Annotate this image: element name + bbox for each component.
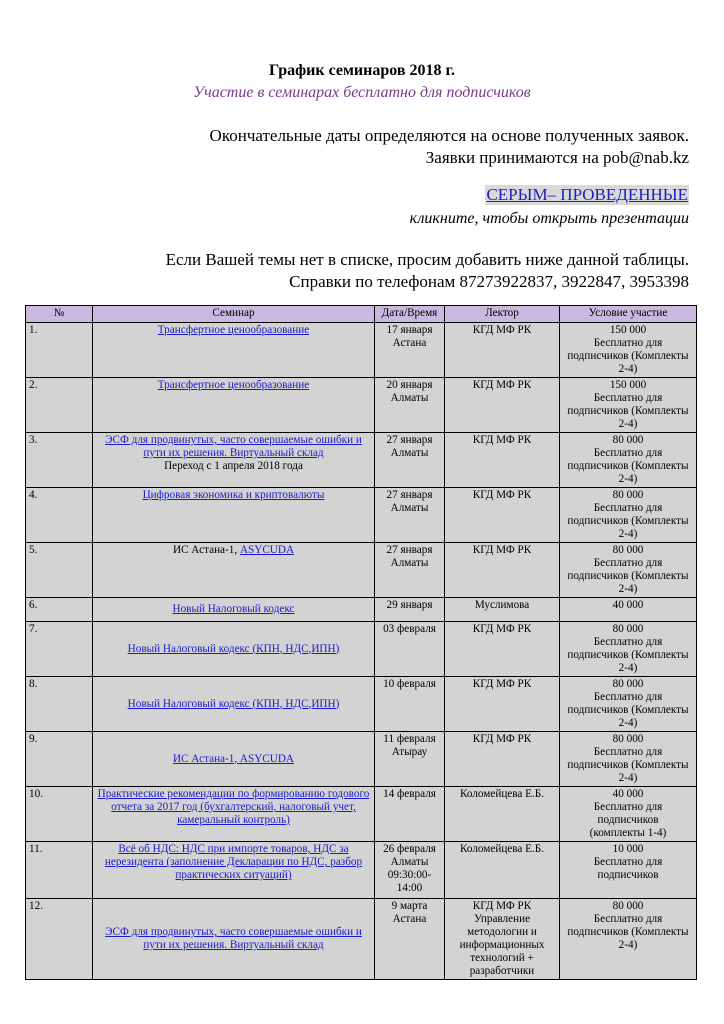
page-subtitle: Участие в семинарах бесплатно для подписчиков: [193, 84, 531, 101]
header-condition: Условие участие: [560, 306, 697, 323]
date-cell: 20 января Алматы: [375, 378, 445, 433]
seminar-table: [25, 305, 697, 980]
condition-cell: 80 000 Бесплатно для подписчиков (Комплекты 2-4): [560, 899, 697, 980]
row-number: 4.: [26, 488, 93, 543]
header-date: Дата/Время: [375, 306, 445, 323]
lecturer-cell: Коломейцева Е.Б.: [445, 842, 560, 899]
seminar-note: Переход с 1 апреля 2018 года: [164, 460, 303, 472]
condition-cell: 80 000 Бесплатно для подписчиков (Комплекты 2-4): [560, 677, 697, 732]
lecturer-cell: КГД МФ РК: [445, 488, 560, 543]
condition-cell: 10 000 Бесплатно для подписчиков: [560, 842, 697, 899]
seminar-cell: [93, 899, 375, 980]
row-number: 9.: [26, 732, 93, 787]
date-cell: 9 марта Астана: [375, 899, 445, 980]
seminar-cell: [93, 488, 375, 543]
table-row: [26, 787, 697, 842]
header-seminar: Семинар: [93, 306, 375, 323]
condition-cell: 80 000 Бесплатно для подписчиков (Комплекты 2-4): [560, 543, 697, 598]
seminar-link[interactable]: Новый Налоговый кодекс (КПН, НДС,ИПН): [127, 697, 340, 710]
table-row: [26, 323, 697, 378]
seminar-prefix: ИС Астана-1,: [172, 544, 240, 556]
condition-cell: 150 000 Бесплатно для подписчиков (Комплекты 2-4): [560, 378, 697, 433]
seminar-cell: [93, 543, 375, 598]
row-number: 1.: [26, 323, 93, 378]
add-topic-note: Если Вашей темы нет в списке, просим добавить ниже данной таблицы.: [165, 250, 689, 269]
seminar-cell: [93, 378, 375, 433]
lecturer-cell: КГД МФ РК: [445, 677, 560, 732]
email-note: Заявки принимаются на pob@nab.kz: [425, 148, 689, 167]
table-row: [26, 899, 697, 980]
lecturer-cell: КГД МФ РК: [445, 323, 560, 378]
phone-note: Справки по телефонам 87273922837, 3922847, 3953398: [289, 272, 689, 291]
date-cell: 27 января Алматы: [375, 488, 445, 543]
table-row: [26, 622, 697, 677]
table-row: [26, 378, 697, 433]
lecturer-cell: КГД МФ РК: [445, 433, 560, 488]
row-number: 2.: [26, 378, 93, 433]
lecturer-cell: КГД МФ РК Управление методологии и информационных технологий + разработчики: [445, 899, 560, 980]
lecturer-cell: КГД МФ РК: [445, 732, 560, 787]
table-row: [26, 488, 697, 543]
table-row: [26, 677, 697, 732]
row-number: 6.: [26, 598, 93, 622]
seminar-link[interactable]: ЭСФ для продвинутых, часто совершаемые ошибки и пути их решения. Виртуальный склад: [105, 434, 362, 459]
seminar-link[interactable]: Практические рекомендации по формированию годового отчета за 2017 год (бухгалтерский, налоговый учет, камеральный контроль): [97, 788, 370, 826]
dates-note: Окончательные даты определяются на основе полученных заявок.: [209, 126, 689, 145]
condition-cell: 40 000: [560, 598, 697, 622]
lecturer-cell: Коломейцева Е.Б.: [445, 787, 560, 842]
condition-cell: 80 000 Бесплатно для подписчиков (Комплекты 2-4): [560, 732, 697, 787]
seminar-cell: [93, 732, 375, 787]
seminar-cell: [93, 598, 375, 622]
row-number: 12.: [26, 899, 93, 980]
row-number: 7.: [26, 622, 93, 677]
condition-cell: 80 000 Бесплатно для подписчиков (Комплекты 2-4): [560, 488, 697, 543]
seminar-cell: [93, 842, 375, 899]
condition-cell: 80 000 Бесплатно для подписчиков (Комплекты 2-4): [560, 433, 697, 488]
lecturer-cell: КГД МФ РК: [445, 622, 560, 677]
table-row: [26, 543, 697, 598]
date-cell: 26 февраля Алматы 09:30:00- 14:00: [375, 842, 445, 899]
date-cell: 03 февраля: [375, 622, 445, 677]
date-cell: 14 февраля: [375, 787, 445, 842]
page-title: График семинаров 2018 г.: [269, 62, 455, 79]
date-cell: 27 января Алматы: [375, 433, 445, 488]
seminar-cell: [93, 677, 375, 732]
seminar-link[interactable]: ЭСФ для продвинутых, часто совершаемые ошибки и пути их решения. Виртуальный склад: [105, 926, 362, 951]
seminar-cell: [93, 433, 375, 488]
table-row: [26, 433, 697, 488]
seminar-link[interactable]: Цифровая экономика и криптовалюты: [142, 489, 325, 501]
header-lecturer: Лектор: [445, 306, 560, 323]
row-number: 8.: [26, 677, 93, 732]
table-row: [26, 732, 697, 787]
condition-cell: 80 000 Бесплатно для подписчиков (Комплекты 2-4): [560, 622, 697, 677]
seminar-link[interactable]: ASYCUDA: [239, 544, 295, 556]
seminar-link[interactable]: Трансфертное ценообразование: [157, 379, 310, 391]
row-number: 5.: [26, 543, 93, 598]
date-cell: 11 февраля Атырау: [375, 732, 445, 787]
seminar-cell: [93, 787, 375, 842]
lecturer-cell: КГД МФ РК: [445, 543, 560, 598]
table-row: [26, 842, 697, 899]
lecturer-cell: Муслимова: [445, 598, 560, 622]
table-row: [26, 598, 697, 622]
condition-cell: 150 000 Бесплатно для подписчиков (Комплекты 2-4): [560, 323, 697, 378]
row-number: 3.: [26, 433, 93, 488]
row-number: 11.: [26, 842, 93, 899]
date-cell: 27 января Алматы: [375, 543, 445, 598]
lecturer-cell: КГД МФ РК: [445, 378, 560, 433]
seminar-link[interactable]: Новый Налоговый кодекс (КПН, НДС,ИПН): [127, 642, 340, 655]
seminar-link[interactable]: Новый Налоговый кодекс: [172, 603, 295, 615]
condition-cell: 40 000 Бесплатно для подписчиков (комплекты 1-4): [560, 787, 697, 842]
table-header-row: [26, 306, 697, 323]
header-num: №: [26, 306, 93, 323]
date-cell: 29 января: [375, 598, 445, 622]
seminar-link[interactable]: ИС Астана-1, ASYCUDA: [172, 752, 295, 765]
row-number: 10.: [26, 787, 93, 842]
seminar-link[interactable]: Всё об НДС: НДС при импорте товаров, НДС за нерезидента (заполнение Декларации по НДС, разбор практических ситуаций): [104, 843, 363, 881]
legend-hint: кликните, чтобы открыть презентации: [409, 210, 689, 227]
date-cell: 10 февраля: [375, 677, 445, 732]
seminar-cell: [93, 622, 375, 677]
date-cell: 17 января Астана: [375, 323, 445, 378]
seminar-cell: [93, 323, 375, 378]
completed-legend-link[interactable]: СЕРЫМ– ПРОВЕДЕННЫЕ: [486, 185, 688, 204]
seminar-link[interactable]: Трансфертное ценообразование: [157, 324, 310, 336]
